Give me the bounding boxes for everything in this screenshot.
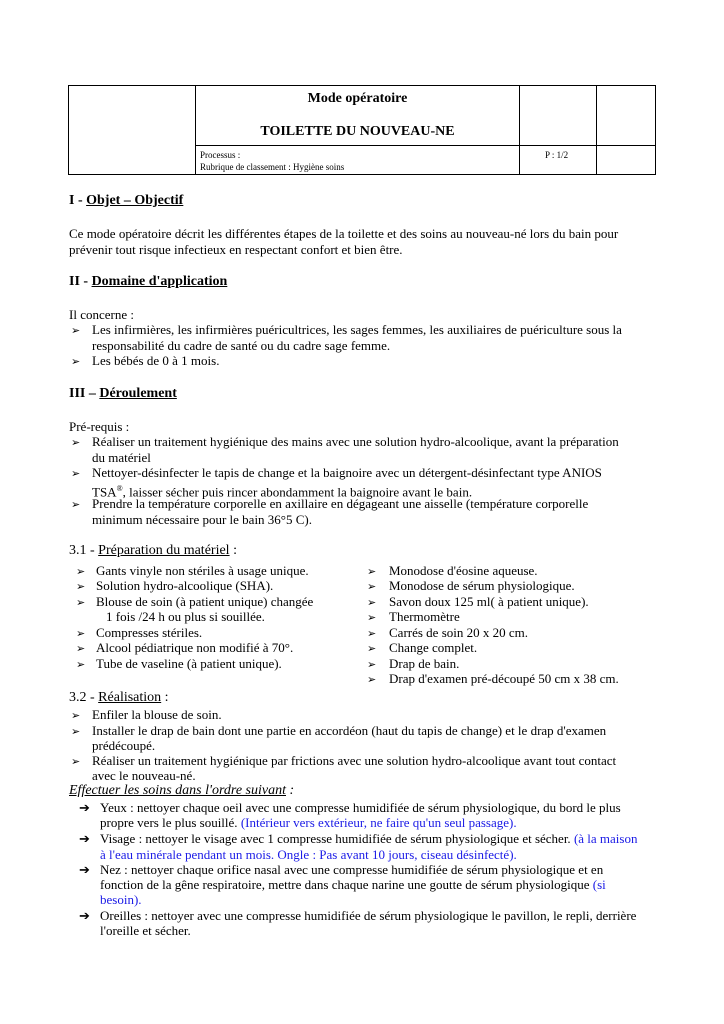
list-item-cont: responsabilité du cadre de santé ou du cadre sage femme. xyxy=(92,338,391,353)
material-item: Monodose de sérum physiologique. xyxy=(389,578,575,593)
processus-label: Processus : xyxy=(200,150,241,160)
care-step-ears: Oreilles : nettoyer avec une compresse humidifiée de sérum physiologique le pavillon, le repli, derrière xyxy=(100,908,637,923)
paragraph-line: Il concerne : xyxy=(69,307,134,322)
section-title: Déroulement xyxy=(99,386,177,401)
material-item: Drap d'examen pré-découpé 50 cm x 38 cm. xyxy=(389,671,619,686)
material-item: Blouse de soin (à patient unique) changée xyxy=(96,594,314,609)
arrow-bullet-icon: ➢ xyxy=(71,756,81,768)
section-2-heading xyxy=(69,274,227,290)
material-item: Solution hydro-alcoolique (SHA). xyxy=(96,578,274,593)
care-step-nose-cont xyxy=(100,877,606,893)
text: fonction de la gêne respiratoire, mettre dans chaque narine une goutte de sérum physiologique xyxy=(100,877,593,892)
arrow-bullet-icon: ➢ xyxy=(71,710,81,722)
section-number: I - xyxy=(69,193,87,208)
arrow-bullet-icon: ➢ xyxy=(367,566,377,578)
text: Visage : nettoyer le visage avec 1 compresse humidifiée de sérum physiologique et sécher. xyxy=(100,831,574,846)
subsection-3-2-heading xyxy=(69,690,169,706)
document-title: TOILETTE DU NOUVEAU-NE xyxy=(260,124,455,139)
list-item: Les bébés de 0 à 1 mois. xyxy=(92,353,220,368)
care-step-nose: Nez : nettoyer chaque orifice nasal avec une compresse humidifiée de sérum physiologique et en xyxy=(100,862,604,877)
arrow-bullet-icon: ➢ xyxy=(76,643,86,655)
document-type: Mode opératoire xyxy=(307,91,408,106)
paragraph-line: Ce mode opératoire décrit les différentes étapes de la toilette et des soins au nouveau-né lors du bain pour xyxy=(69,226,619,241)
care-step-eyes-cont xyxy=(100,815,517,831)
arrow-bullet-icon: ➢ xyxy=(71,437,81,449)
arrow-bullet-icon: ➢ xyxy=(367,659,377,671)
list-item: Réaliser un traitement hygiénique des mains avec une solution hydro-alcoolique, avant la préparation xyxy=(92,434,619,449)
material-item: Carrés de soin 20 x 20 cm. xyxy=(389,625,529,640)
list-item: Réaliser un traitement hygiénique par frictions avec une solution hydro-alcoolique avant tout contact xyxy=(92,753,617,768)
list-item: Enfiler la blouse de soin. xyxy=(92,707,222,722)
arrow-bullet-icon: ➢ xyxy=(76,597,86,609)
colon: : xyxy=(286,783,295,798)
material-item: Thermomètre xyxy=(389,609,460,624)
arrow-bullet-icon: ➢ xyxy=(76,628,86,640)
section-title: Objet – Objectif xyxy=(86,193,184,208)
colon: : xyxy=(229,543,237,558)
material-item: 1 fois /24 h ou plus si souillée. xyxy=(106,609,265,624)
list-item: Nettoyer-désinfecter le tapis de change et la baignoire avec un détergent-désinfectant type ANIOS xyxy=(92,465,602,480)
material-item: Compresses stériles. xyxy=(96,625,203,640)
brand-name: TSA xyxy=(92,484,117,500)
list-item: Les infirmières, les infirmières puéricultrices, les sages femmes, les auxiliaires de puériculture sous la xyxy=(92,322,622,337)
arrow-bullet-icon: ➢ xyxy=(76,566,86,578)
note-text: (Intérieur vers extérieur, ne faire qu'un seul passage). xyxy=(240,815,517,830)
list-item-cont: prédécoupé. xyxy=(92,738,156,753)
section-3-heading xyxy=(69,386,177,402)
right-arrow-icon: ➔ xyxy=(79,800,90,815)
arrow-bullet-icon: ➢ xyxy=(71,468,81,480)
arrow-bullet-icon: ➢ xyxy=(76,659,86,671)
list-item-cont: avec le nouveau-né. xyxy=(92,768,196,783)
section-number: III – xyxy=(69,386,100,401)
material-item: Tube de vaseline (à patient unique). xyxy=(96,656,282,671)
processus-info xyxy=(200,149,344,173)
care-step-eyes: Yeux : nettoyer chaque oeil avec une compresse humidifiée de sérum physiologique, du bord le plus xyxy=(100,800,621,815)
right-arrow-icon: ➔ xyxy=(79,862,90,877)
arrow-bullet-icon: ➢ xyxy=(367,643,377,655)
arrow-bullet-icon: ➢ xyxy=(71,726,81,738)
right-arrow-icon: ➔ xyxy=(79,908,90,923)
arrow-bullet-icon: ➢ xyxy=(367,612,377,624)
text: propre vers le plus souillé. xyxy=(100,815,241,830)
paragraph-line: Pré-requis : xyxy=(69,419,130,434)
text: , laisser sécher puis rincer abondamment la baignoire avant le bain. xyxy=(122,484,473,500)
arrow-bullet-icon: ➢ xyxy=(71,356,81,368)
arrow-bullet-icon: ➢ xyxy=(71,499,81,511)
subsection-title: Réalisation xyxy=(98,690,162,705)
list-item-cont: du matériel xyxy=(92,450,151,465)
arrow-bullet-icon: ➢ xyxy=(367,628,377,640)
order-text: Effectuer les soins dans l'ordre suivant xyxy=(69,783,286,798)
arrow-bullet-icon: ➢ xyxy=(367,581,377,593)
arrow-bullet-icon: ➢ xyxy=(367,597,377,609)
material-item: Alcool pédiatrique non modifié à 70°. xyxy=(96,640,294,655)
note-text: (à la maison xyxy=(573,831,638,846)
material-item: Change complet. xyxy=(389,640,478,655)
care-step-face-cont: à l'eau minérale pendant un mois. Ongle : Pas avant 10 jours, ciseau désinfecté). xyxy=(100,847,517,862)
right-arrow-icon: ➔ xyxy=(79,831,90,846)
material-item: Drap de bain. xyxy=(389,656,460,671)
list-item: Prendre la température corporelle en axillaire en dégageant une aisselle (température corporelle xyxy=(92,496,589,511)
order-instruction xyxy=(69,783,294,799)
care-step-nose-cont2: besoin). xyxy=(100,892,142,907)
page-number: P : 1/2 xyxy=(545,150,569,160)
list-item: Installer le drap de bain dont une partie en accordéon (haut du tapis de change) et le drap d'examen xyxy=(92,723,607,738)
subsection-number: 3.2 - xyxy=(69,690,99,705)
header-table xyxy=(68,85,656,175)
subsection-title: Préparation du matériel xyxy=(98,543,230,558)
registered-mark: ® xyxy=(116,484,123,493)
care-step-face xyxy=(100,831,637,847)
list-item-cont: minimum nécessaire pour le bain 36°5 C). xyxy=(92,512,313,527)
section-1-heading xyxy=(69,193,183,209)
rubrique-label: Rubrique de classement : Hygiène soins xyxy=(200,162,345,172)
arrow-bullet-icon: ➢ xyxy=(76,581,86,593)
section-number: II - xyxy=(69,274,92,289)
paragraph-line: prévenir tout risque infectieux en respectant confort et bien être. xyxy=(69,242,403,257)
arrow-bullet-icon: ➢ xyxy=(71,325,81,337)
subsection-number: 3.1 - xyxy=(69,543,99,558)
care-step-ears-cont: l'oreille et sécher. xyxy=(100,923,191,938)
section-title: Domaine d'application xyxy=(91,274,228,289)
subsection-3-1-heading xyxy=(69,543,237,559)
colon: : xyxy=(161,690,169,705)
note-text: (si xyxy=(592,877,606,892)
material-item: Savon doux 125 ml( à patient unique). xyxy=(389,594,589,609)
material-item: Gants vinyle non stériles à usage unique. xyxy=(96,563,309,578)
material-item: Monodose d'éosine aqueuse. xyxy=(389,563,538,578)
arrow-bullet-icon: ➢ xyxy=(367,674,377,686)
